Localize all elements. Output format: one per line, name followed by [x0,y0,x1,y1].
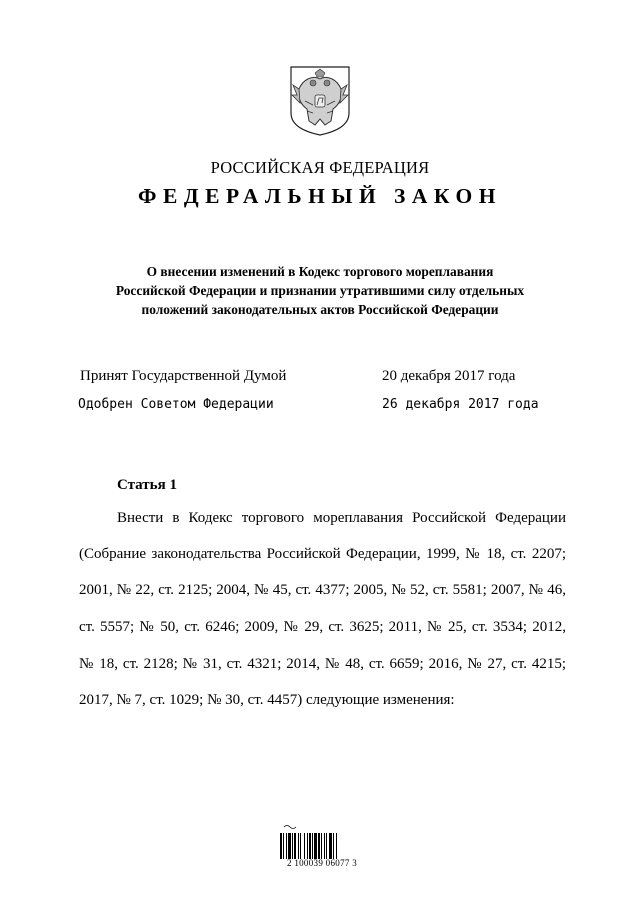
law-title-line: положений законодательных актов Российской Федерации [141,302,499,317]
council-approval-label: Одобрен Советом Федерации [78,397,274,412]
article-text-line: ст. 5557; № 50, ст. 6246; 2009, № 29, ст. 3625; 2011, № 25, ст. 3534; 2012, [79,619,566,635]
duma-adoption-label: Принят Государственной Думой [80,368,287,384]
law-title-line: О внесении изменений в Кодекс торгового мореплавания [146,264,494,279]
barcode-number: 2 100039 06077 3 [286,858,358,868]
article-heading: Статья 1 [117,477,177,493]
article-text-line: № 18, ст. 2128; № 31, ст. 4321; 2014, № 48, ст. 6659; 2016, № 27, ст. 4215; [79,656,566,672]
article-text-line: 2001, № 22, ст. 2125; 2004, № 45, ст. 4377; 2005, № 52, ст. 5581; 2007, № 46, [79,582,566,598]
russian-coat-of-arms-icon [289,65,351,137]
duma-adoption-date: 20 декабря 2017 года [382,368,516,384]
article-text-line: (Собрание законодательства Российской Федерации, 1999, № 18, ст. 2207; [79,546,566,562]
law-type-heading: ФЕДЕРАЛЬНЫЙ ЗАКОН [138,184,502,208]
article-text-line: 2017, № 7, ст. 1029; № 30, ст. 4457) следующие изменения: [79,692,455,708]
article-text-line: Внести в Кодекс торгового мореплавания Российской Федерации [117,510,566,526]
barcode-icon [278,823,364,860]
law-title [0,262,640,319]
law-title-line: Российской Федерации и признании утратившими силу отдельных [115,283,525,298]
council-approval-date: 26 декабря 2017 года [382,397,539,412]
country-name: РОССИЙСКАЯ ФЕДЕРАЦИЯ [210,158,430,177]
